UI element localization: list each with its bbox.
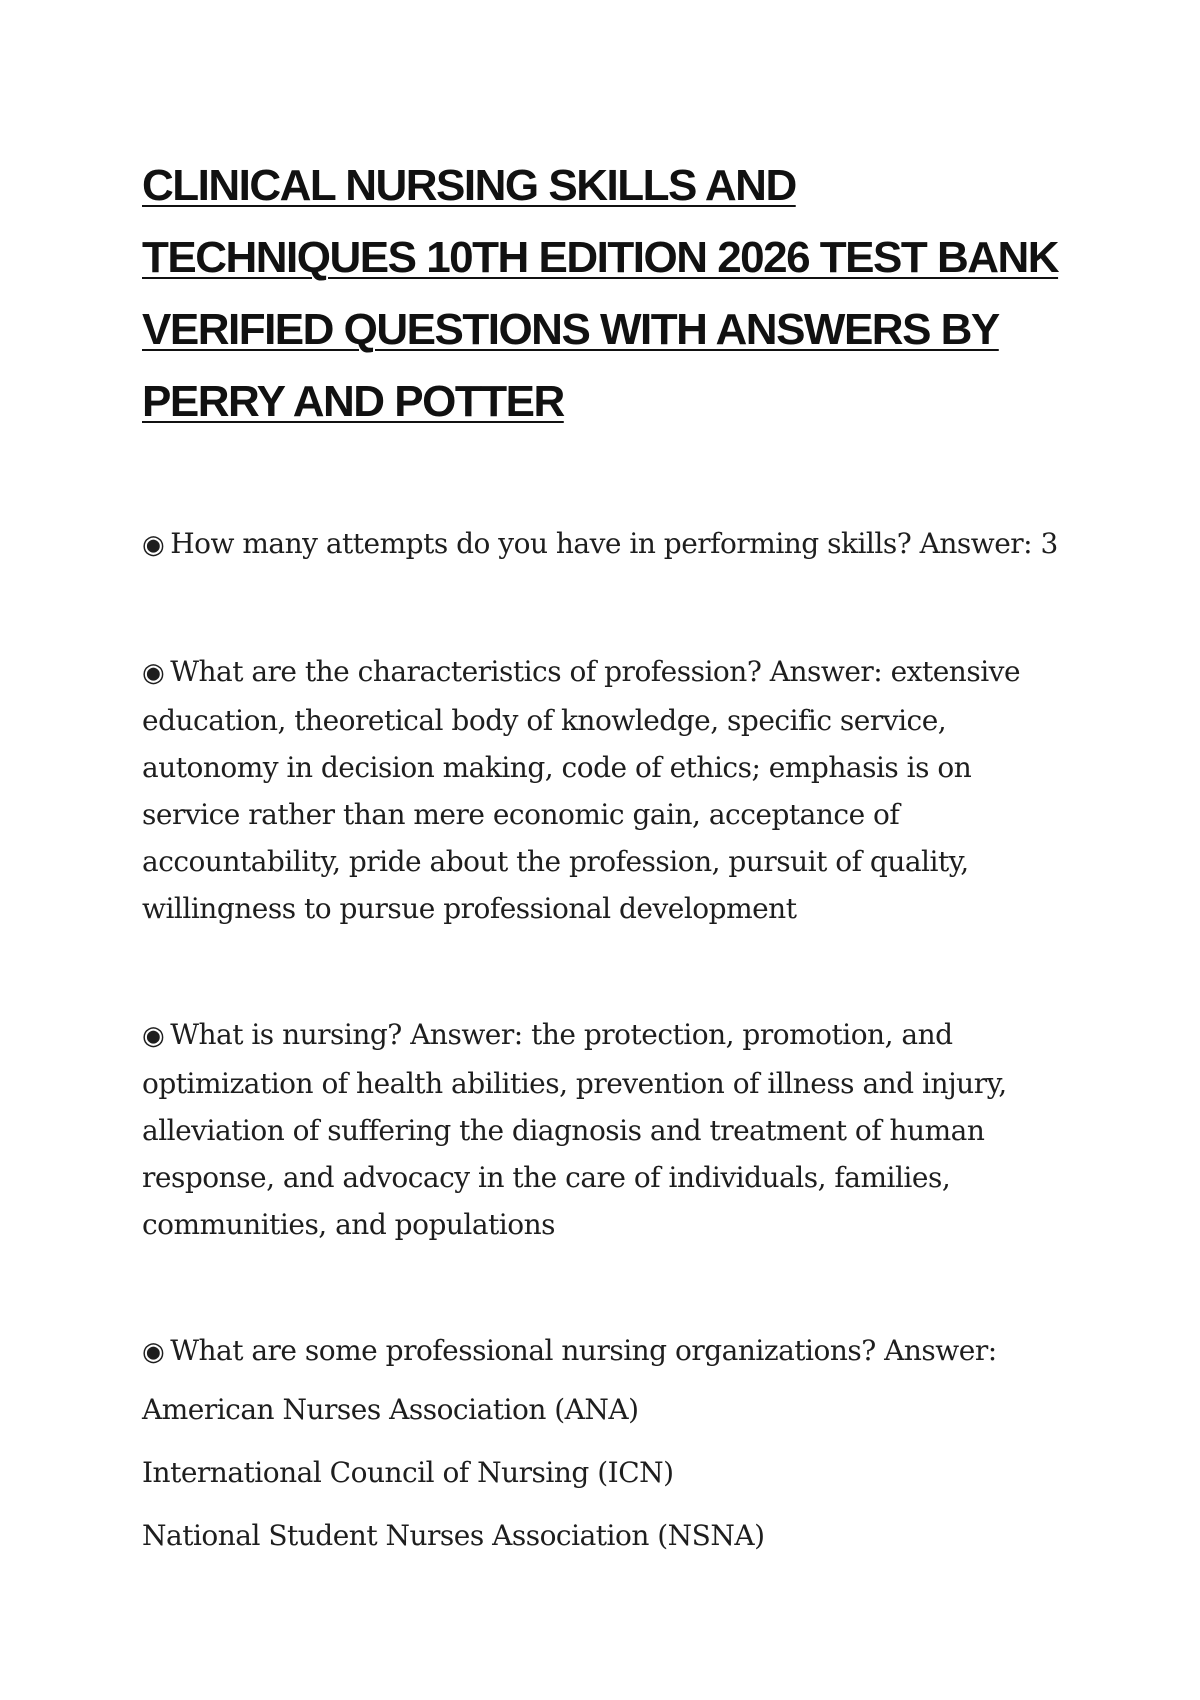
question-text: What are some professional nursing organizations? Answer: <box>170 1334 997 1367</box>
question-item-3 <box>142 1011 1072 1248</box>
question-text: What are the characteristics of profession? Answer: extensive education, theoretical body of knowledge, specific service, autonomy in decision making, code of ethics; emphasis is on service rather than mere economic gain, acceptance of accountability, pride about the profession, pursuit of quality, willingness to pursue professional development <box>142 655 1021 925</box>
question-text: What is nursing? Answer: the protection, promotion, and optimization of health abilities, prevention of illness and injury, alleviation of suffering the diagnosis and treatment of human response, and advocacy in the care of individuals, families, communities, and populations <box>142 1018 1007 1241</box>
radio-bullet-icon: ◉ <box>142 530 165 560</box>
question-text: How many attempts do you have in performing skills? Answer: 3 <box>170 527 1058 560</box>
document-title-text: CLINICAL NURSING SKILLS AND TECHNIQUES 10TH EDITION 2026 TEST BANK VERIFIED QUESTIONS WITH ANSWERS BY PERRY AND POTTER <box>142 161 1059 426</box>
document-title <box>142 150 1072 438</box>
question-item-4 <box>142 1327 1072 1559</box>
organization-item: National Student Nurses Association (NSNA) <box>142 1519 765 1552</box>
organization-list <box>142 1386 1072 1559</box>
radio-bullet-icon: ◉ <box>142 1021 165 1051</box>
question-item-1 <box>142 520 1072 569</box>
document-page <box>142 150 1072 1638</box>
question-line <box>142 1327 1072 1376</box>
radio-bullet-icon: ◉ <box>142 1337 165 1367</box>
question-list <box>142 520 1072 1559</box>
organization-item: American Nurses Association (ANA) <box>142 1393 639 1426</box>
question-item-2 <box>142 648 1072 932</box>
radio-bullet-icon: ◉ <box>142 658 165 688</box>
organization-item: International Council of Nursing (ICN) <box>142 1456 674 1489</box>
